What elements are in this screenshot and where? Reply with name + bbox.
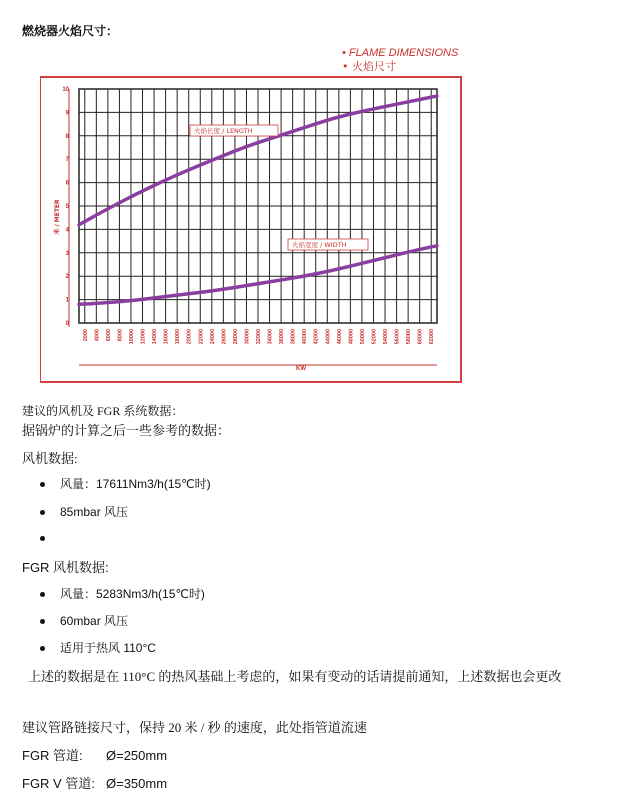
x-tick-label: 10000 (128, 329, 135, 345)
x-tick-label: 14000 (152, 329, 159, 345)
x-tick-label: 58000 (406, 329, 413, 345)
list-item (40, 612, 128, 629)
y-tick-label: 3 (65, 250, 69, 257)
x-tick-label: 44000 (325, 329, 332, 345)
chart-title: • FLAME DIMENSIONS (342, 47, 459, 59)
list-item (40, 531, 60, 546)
y-tick-label: 0 (65, 321, 69, 327)
x-tick-label: 30000 (244, 329, 251, 345)
fan-airflow: 风量：17611Nm3/h(15℃时) (60, 477, 211, 491)
y-tick-label: 1 (65, 297, 69, 304)
x-tick-label: 46000 (336, 329, 343, 345)
pipe-note: 建议管路链接尺寸，保持 20 米 / 秒 的速度，此处指管道流速 (22, 720, 367, 735)
x-tick-label: 20000 (186, 329, 193, 345)
x-tick-label: 54000 (383, 329, 390, 345)
x-tick-label: 12000 (140, 329, 147, 345)
x-tick-label: 22000 (198, 329, 205, 345)
list-item (40, 503, 128, 520)
width-series-label: 火焰宽度 / WIDTH (292, 241, 347, 249)
bullet-icon (40, 536, 45, 541)
y-tick-label: 10 (62, 87, 69, 93)
x-tick-label: 42000 (313, 329, 320, 345)
bullet-icon (40, 482, 45, 487)
x-tick-label: 6000 (105, 329, 112, 342)
y-tick-label: 4 (65, 227, 69, 234)
y-axis-label: 米 / METER (54, 199, 61, 235)
x-tick-label: 62000 (429, 329, 436, 345)
x-tick-label: 56000 (394, 329, 401, 345)
fan-pressure: 85mbar 风压 (60, 505, 129, 519)
fgrv-pipe-value: Ø=350mm (106, 776, 168, 791)
y-tick-label: 7 (65, 157, 69, 164)
y-tick-label: 9 (65, 110, 69, 117)
x-tick-label: 50000 (359, 329, 366, 345)
length-series-label: 火焰长度 / LENGTH (194, 127, 253, 135)
x-tick-label: 24000 (209, 329, 216, 345)
bullet-icon (40, 646, 45, 651)
x-tick-label: 60000 (417, 329, 424, 345)
fgr-hot-air: 适用于热风 110°C (60, 641, 156, 655)
list-item (40, 475, 211, 492)
x-tick-label: 34000 (267, 329, 274, 345)
x-tick-label: 8000 (117, 329, 124, 342)
bullet-icon (40, 619, 45, 624)
boiler-note: 据锅炉的计算之后一些参考的数据： (22, 423, 231, 438)
chart-subtitle: • 火焰尺寸 (342, 60, 396, 73)
x-tick-label: 38000 (290, 329, 297, 345)
fan-fgr-intro: 建议的风机及 FGR 系统数据： (22, 404, 184, 418)
x-tick-label: 18000 (175, 329, 182, 345)
fgr-pressure: 60mbar 风压 (60, 614, 129, 628)
x-tick-label: 26000 (221, 329, 228, 345)
fgr-pipe-row (22, 745, 167, 764)
x-tick-label: 40000 (302, 329, 309, 345)
x-tick-label: 36000 (279, 329, 286, 345)
x-tick-label: 52000 (371, 329, 378, 345)
bullet-icon (40, 592, 45, 597)
fgr-fan-data-title: FGR 风机数据: (22, 560, 109, 575)
y-tick-label: 8 (65, 133, 69, 140)
x-axis-label: KW (296, 366, 306, 372)
x-tick-label: 4000 (94, 329, 101, 342)
x-tick-label: 2000 (82, 329, 89, 342)
y-tick-label: 5 (65, 204, 69, 210)
section-heading: 燃烧器火焰尺寸： (22, 24, 119, 38)
flame-dimensions-chart (40, 42, 463, 383)
fgr-pipe-value: Ø=250mm (106, 748, 168, 763)
fgr-airflow: 风量：5283Nm3/h(15℃时) (60, 587, 205, 601)
x-tick-label: 16000 (163, 329, 170, 345)
x-tick-label: 32000 (256, 329, 262, 345)
y-tick-label: 2 (65, 274, 69, 281)
remark-paragraph: 上述的数据是在 110°C 的热风基础上考虑的，如果有变动的话请提前通知，上述数据也会更改 (28, 669, 562, 684)
list-item (40, 639, 156, 656)
list-item (40, 585, 205, 602)
x-tick-label: 28000 (232, 329, 239, 345)
flame-dimensions-figure (40, 42, 463, 383)
fgrv-pipe-row (22, 773, 167, 792)
bullet-icon (40, 510, 45, 515)
y-tick-label: 6 (65, 180, 69, 187)
x-tick-label: 48000 (348, 329, 355, 345)
fgrv-pipe-label: FGR V 管道: (22, 776, 95, 791)
fgr-pipe-label: FGR 管道: (22, 748, 83, 763)
fan-data-title: 风机数据: (22, 451, 78, 466)
